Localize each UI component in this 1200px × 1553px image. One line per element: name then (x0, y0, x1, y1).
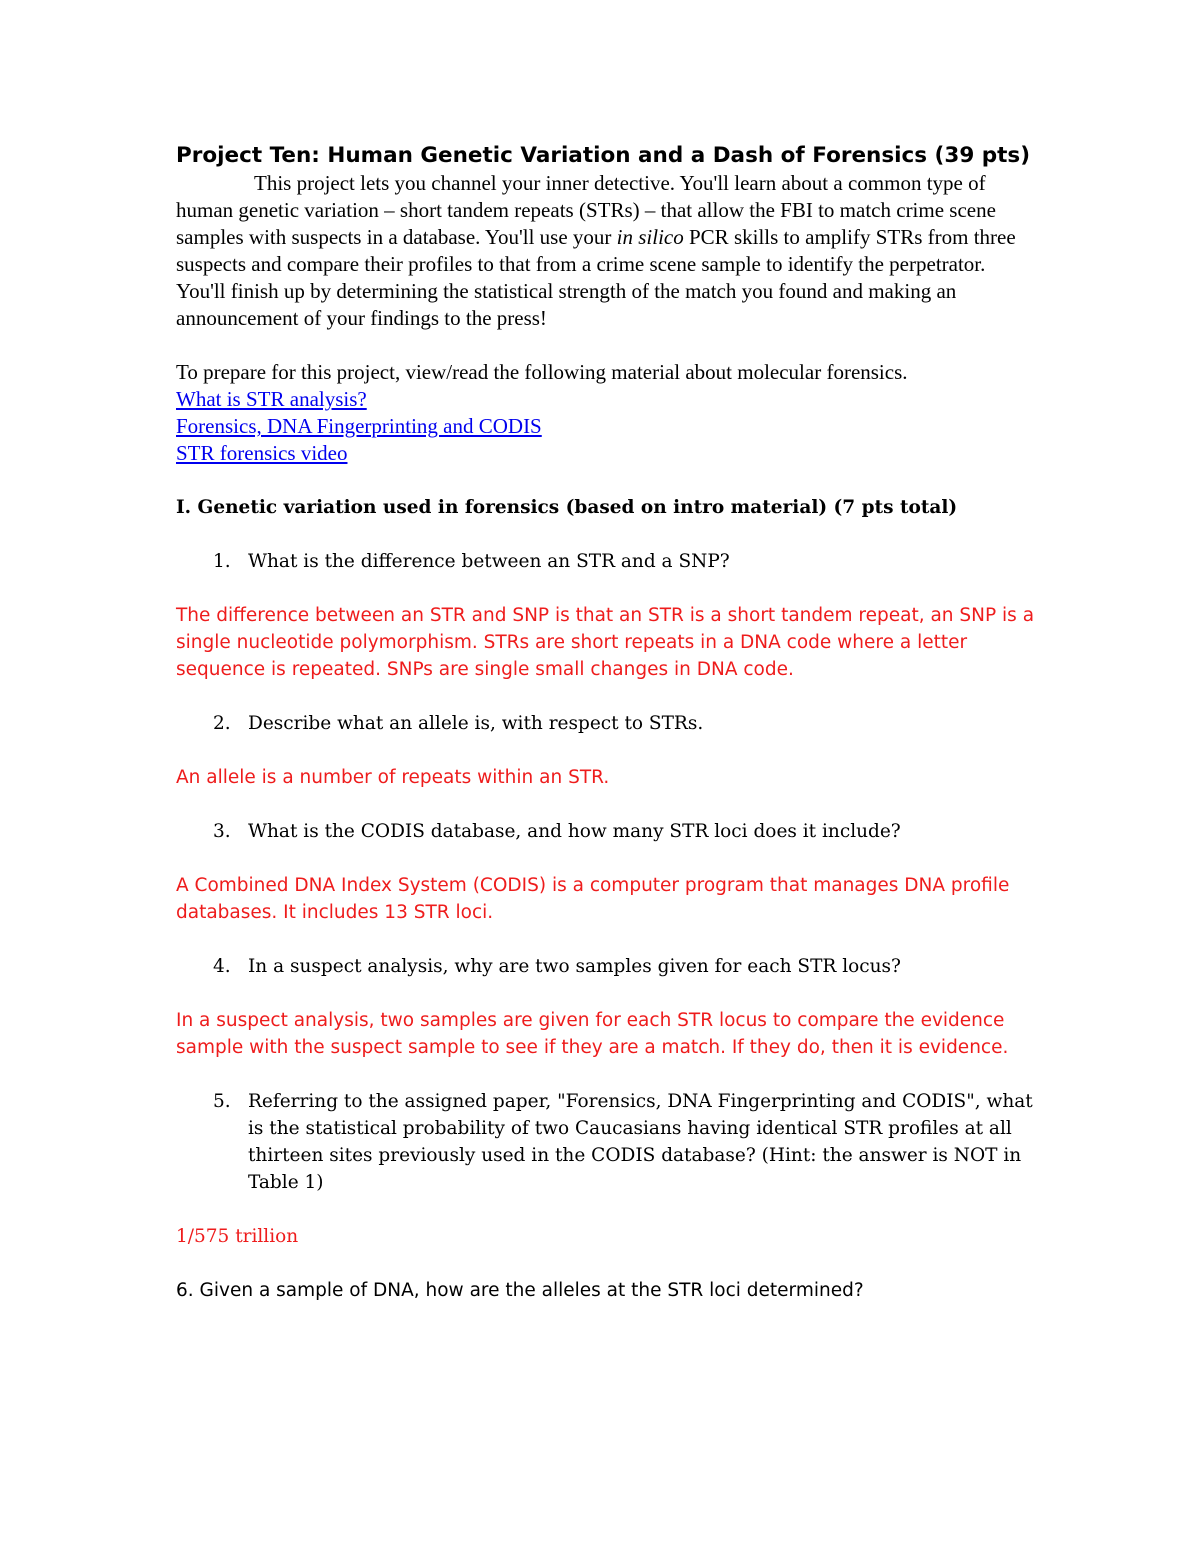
link-str-analysis[interactable]: What is STR analysis? (176, 387, 367, 411)
document-title: Project Ten: Human Genetic Variation and a Dash of Forensics (39 pts) (176, 143, 1031, 168)
question-1 (176, 548, 1036, 575)
prepare-text: To prepare for this project, view/read the following material about molecular forensics. (176, 360, 908, 384)
question-hint: (Hint: the answer is NOT in Table 1) (248, 1145, 1022, 1193)
intro-text-2: PCR skills to amplify STRs from three suspects and compare their profiles to that from a crime scene sample to identify the perpetrator. You'll finish up by determining the statistical strength of the match you found and making an announcement of your findings to the press! (176, 225, 1016, 330)
link-forensics-codis[interactable]: Forensics, DNA Fingerprinting and CODIS (176, 414, 542, 438)
question-2 (176, 710, 1036, 737)
intro-paragraph (176, 170, 1036, 332)
question-number: 1. (213, 551, 231, 572)
question-number: 4. (213, 956, 231, 977)
answer-3: A Combined DNA Index System (CODIS) is a computer program that manages DNA profile databases. It includes 13 STR loci. (176, 875, 1010, 923)
question-number: 2. (213, 713, 231, 734)
question-text: In a suspect analysis, why are two samples given for each STR locus? (248, 956, 901, 977)
question-5 (176, 1088, 1036, 1196)
question-number: 5. (213, 1091, 231, 1112)
answer-4: In a suspect analysis, two samples are given for each STR locus to compare the evidence sample with the suspect sample to see if they are a match. If they do, then it is evidence. (176, 1010, 1009, 1058)
answer-1: The difference between an STR and SNP is that an STR is a short tandem repeat, an SNP is a single nucleotide polymorphism. STRs are short repeats in a DNA code where a letter sequence is repeated. SNPs are single small changes in DNA code. (176, 605, 1035, 680)
intro-text-1: This project lets you channel your inner detective. You'll learn about a common type of human genetic variation – short tandem repeats (STRs) – that allow the FBI to match crime scene samples with suspects in a database. You'll use your (176, 171, 996, 249)
document-page (176, 140, 1036, 1304)
question-6: 6. Given a sample of DNA, how are the alleles at the STR loci determined? (176, 1280, 864, 1301)
question-number: 3. (213, 821, 231, 842)
question-text: Describe what an allele is, with respect to STRs. (248, 713, 704, 734)
answer-2: An allele is a number of repeats within an STR. (176, 767, 610, 788)
link-str-video[interactable]: STR forensics video (176, 441, 348, 465)
section-heading: I. Genetic variation used in forensics (based on intro material) (7 pts total) (176, 497, 958, 518)
intro-italic-text: in silico (616, 225, 684, 249)
question-3 (176, 818, 1036, 845)
question-4 (176, 953, 1036, 980)
question-text: Referring to the assigned paper, "Forensics, DNA Fingerprinting and CODIS", what is the statistical probability of two Caucasians having identical STR profiles at all thirteen sites previously used in the CODIS database? (248, 1091, 1033, 1166)
answer-5: 1/575 trillion (176, 1226, 299, 1247)
question-text: What is the CODIS database, and how many STR loci does it include? (248, 821, 901, 842)
question-text: What is the difference between an STR and a SNP? (248, 551, 730, 572)
